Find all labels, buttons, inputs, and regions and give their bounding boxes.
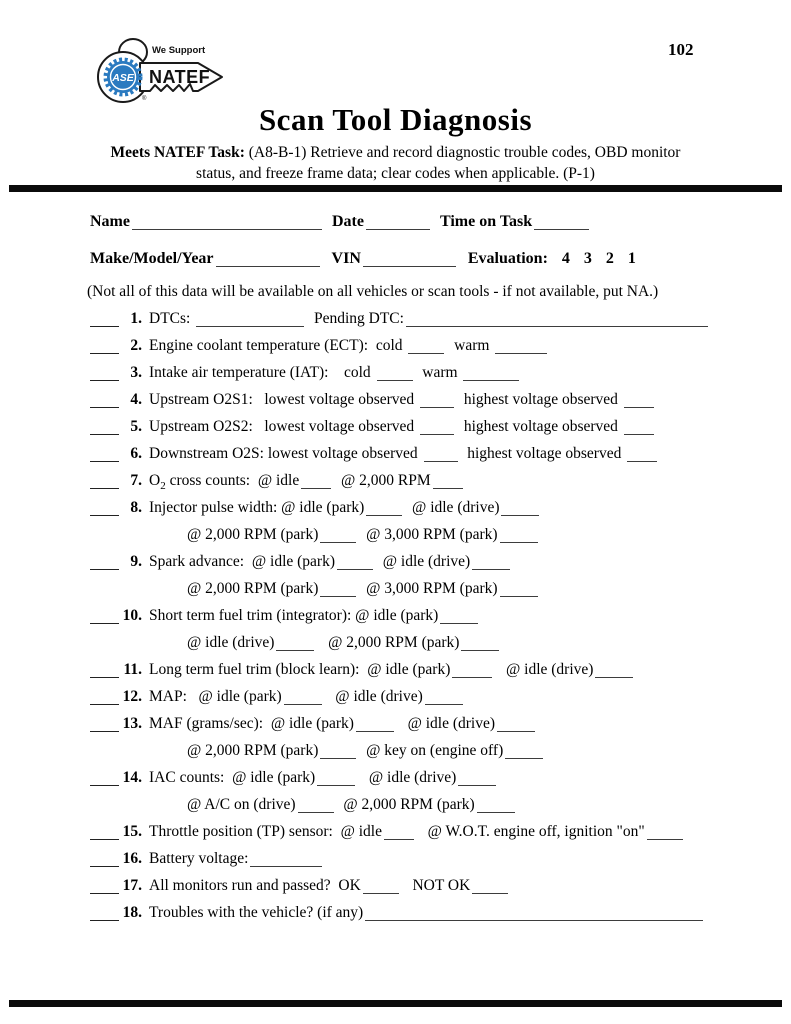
item-6: 6. Downstream O2S: lowest voltage observed highest voltage observed xyxy=(88,440,728,467)
task-line-1 xyxy=(0,142,791,163)
item-5: 5. Upstream O2S2: lowest voltage observed highest voltage observed xyxy=(88,413,728,440)
svg-text:ASE: ASE xyxy=(112,72,134,84)
item-18: 18. Troubles with the vehicle? (if any) xyxy=(88,899,728,926)
fill-in-blank[interactable] xyxy=(377,369,413,381)
fill-in-blank[interactable] xyxy=(477,801,515,813)
natef-text: NATEF xyxy=(149,67,211,87)
evaluation-option-2[interactable]: 2 xyxy=(605,250,614,267)
make-model-year-blank[interactable] xyxy=(216,255,320,267)
fill-in-blank[interactable] xyxy=(624,396,654,408)
fill-in-blank[interactable] xyxy=(420,423,454,435)
checklist xyxy=(88,305,728,926)
fill-in-blank[interactable] xyxy=(440,612,478,624)
score-blank[interactable] xyxy=(90,396,119,408)
fill-in-blank[interactable] xyxy=(301,477,331,489)
item-11: 11. Long term fuel trim (block learn): @ idle (park) @ idle (drive) xyxy=(88,656,728,683)
fill-in-blank[interactable] xyxy=(366,504,402,516)
item-8: 8. Injector pulse width: @ idle (park) @ idle (drive) xyxy=(88,494,728,521)
score-blank[interactable] xyxy=(90,342,119,354)
availability-note: (Not all of this data will be available on all vehicles or scan tools - if not available, put NA.) xyxy=(87,283,659,300)
natef-task-description xyxy=(0,142,791,184)
item-number: 14. xyxy=(122,769,142,786)
score-blank[interactable] xyxy=(90,315,119,327)
fill-in-blank[interactable] xyxy=(463,369,519,381)
evaluation-label: Evaluation: xyxy=(467,250,548,267)
fill-in-blank[interactable] xyxy=(320,585,356,597)
item-number: 4. xyxy=(130,391,142,408)
header-rule xyxy=(9,185,782,192)
score-blank[interactable] xyxy=(90,666,119,678)
fill-in-blank[interactable] xyxy=(595,666,633,678)
item-number: 12. xyxy=(122,688,142,705)
name-label: Name xyxy=(90,213,130,230)
score-blank[interactable] xyxy=(90,882,119,894)
fill-in-blank[interactable] xyxy=(337,558,373,570)
score-blank[interactable] xyxy=(90,855,119,867)
score-blank[interactable] xyxy=(90,558,119,570)
item-number: 7. xyxy=(130,472,142,489)
task-line-2: status, and freeze frame data; clear codes when applicable. (P-1) xyxy=(196,165,595,182)
item-9: 9. Spark advance: @ idle (park) @ idle (drive) xyxy=(88,548,728,575)
fill-in-blank[interactable] xyxy=(406,315,708,327)
fill-in-blank[interactable] xyxy=(433,477,463,489)
fill-in-blank[interactable] xyxy=(320,531,356,543)
evaluation-option-1[interactable]: 1 xyxy=(627,250,636,267)
item-number: 10. xyxy=(122,607,142,624)
fill-in-blank[interactable] xyxy=(472,558,510,570)
vin-label: VIN xyxy=(331,250,361,267)
fill-in-blank[interactable] xyxy=(452,666,492,678)
score-blank[interactable] xyxy=(90,828,119,840)
item-number: 5. xyxy=(130,418,142,435)
fill-in-blank[interactable] xyxy=(284,693,322,705)
item-number: 6. xyxy=(130,445,142,462)
date-label: Date xyxy=(331,213,364,230)
time-on-task-blank[interactable] xyxy=(534,218,589,230)
item-14-continuation: @ A/C on (drive) @ 2,000 RPM (park) xyxy=(88,791,728,818)
page-number: 102 xyxy=(668,40,694,59)
fill-in-blank[interactable] xyxy=(424,450,458,462)
fill-in-blank[interactable] xyxy=(500,531,538,543)
item-2: 2. Engine coolant temperature (ECT): cold warm xyxy=(88,332,728,359)
fill-in-blank[interactable] xyxy=(627,450,657,462)
item-13: 13. MAF (grams/sec): @ idle (park) @ idle (drive) xyxy=(88,710,728,737)
fill-in-blank[interactable] xyxy=(365,909,703,921)
score-blank[interactable] xyxy=(90,369,119,381)
item-8-continuation: @ 2,000 RPM (park) @ 3,000 RPM (park) xyxy=(88,521,728,548)
item-number: 1. xyxy=(130,310,142,327)
item-4: 4. Upstream O2S1: lowest voltage observed highest voltage observed xyxy=(88,386,728,413)
score-blank[interactable] xyxy=(90,693,119,705)
score-blank[interactable] xyxy=(90,612,119,624)
fill-in-blank[interactable] xyxy=(624,423,654,435)
fill-in-blank[interactable] xyxy=(500,585,538,597)
item-number: 8. xyxy=(130,499,142,516)
fill-in-blank[interactable] xyxy=(495,342,547,354)
item-14: 14. IAC counts: @ idle (park) @ idle (drive) xyxy=(88,764,728,791)
item-number: 9. xyxy=(130,553,142,570)
fill-in-blank[interactable] xyxy=(384,828,414,840)
item-number: 16. xyxy=(122,850,142,867)
score-blank[interactable] xyxy=(90,423,119,435)
item-1: 1. DTCs: Pending DTC: xyxy=(88,305,728,332)
item-12: 12. MAP: @ idle (park) @ idle (drive) xyxy=(88,683,728,710)
score-blank[interactable] xyxy=(90,720,119,732)
task-text-1: (A8-B-1) Retrieve and record diagnostic trouble codes, OBD monitor xyxy=(244,144,681,161)
fill-in-blank[interactable] xyxy=(298,801,334,813)
fill-in-blank[interactable] xyxy=(320,747,356,759)
fill-in-blank[interactable] xyxy=(196,315,304,327)
item-17: 17. All monitors run and passed? OK NOT OK xyxy=(88,872,728,899)
item-10: 10. Short term fuel trim (integrator): @ idle (park) xyxy=(88,602,728,629)
name-date-row xyxy=(90,213,591,231)
item-16: 16. Battery voltage: xyxy=(88,845,728,872)
task-label: Meets NATEF Task: xyxy=(110,144,245,161)
fill-in-blank[interactable] xyxy=(647,828,683,840)
name-blank[interactable] xyxy=(132,218,322,230)
subscript: 2 xyxy=(160,480,166,493)
score-blank[interactable] xyxy=(90,504,119,516)
item-10-continuation: @ idle (drive) @ 2,000 RPM (park) xyxy=(88,629,728,656)
score-blank[interactable] xyxy=(90,477,119,489)
item-number: 18. xyxy=(122,904,142,921)
fill-in-blank[interactable] xyxy=(317,774,355,786)
fill-in-blank[interactable] xyxy=(497,720,535,732)
evaluation-option-3[interactable]: 3 xyxy=(583,250,592,267)
score-blank[interactable] xyxy=(90,774,119,786)
fill-in-blank[interactable] xyxy=(505,747,543,759)
item-number: 11. xyxy=(123,661,142,678)
score-blank[interactable] xyxy=(90,450,119,462)
we-support-text: We Support xyxy=(152,45,206,56)
make-model-year-label: Make/Model/Year xyxy=(90,250,214,267)
fill-in-blank[interactable] xyxy=(276,639,314,651)
page-title: Scan Tool Diagnosis xyxy=(258,102,533,137)
date-blank[interactable] xyxy=(366,218,430,230)
natef-logo xyxy=(92,36,232,106)
fill-in-blank[interactable] xyxy=(461,639,499,651)
fill-in-blank[interactable] xyxy=(472,882,508,894)
fill-in-blank[interactable] xyxy=(425,693,463,705)
footer-rule xyxy=(9,1000,782,1007)
fill-in-blank[interactable] xyxy=(356,720,394,732)
evaluation-option-4[interactable]: 4 xyxy=(561,250,570,267)
item-number: 13. xyxy=(122,715,142,732)
ase-medallion xyxy=(106,60,141,95)
item-9-continuation: @ 2,000 RPM (park) @ 3,000 RPM (park) xyxy=(88,575,728,602)
vin-blank[interactable] xyxy=(363,255,456,267)
registered-mark: ® xyxy=(142,96,147,102)
vehicle-row xyxy=(90,250,636,268)
item-7: 7. $O_2$ cross counts: @ idle @ 2,000 RPM xyxy=(88,467,728,494)
natef-key-graphic xyxy=(92,36,232,106)
score-blank[interactable] xyxy=(90,909,119,921)
fill-in-blank[interactable] xyxy=(408,342,444,354)
fill-in-blank[interactable] xyxy=(420,396,454,408)
fill-in-blank[interactable] xyxy=(458,774,496,786)
item-3: 3. Intake air temperature (IAT): cold warm xyxy=(88,359,728,386)
item-number: 17. xyxy=(122,877,142,894)
item-number: 2. xyxy=(130,337,142,354)
fill-in-blank[interactable] xyxy=(363,882,399,894)
fill-in-blank[interactable] xyxy=(501,504,539,516)
time-on-task-label: Time on Task xyxy=(439,213,533,230)
item-13-continuation: @ 2,000 RPM (park) @ key on (engine off) xyxy=(88,737,728,764)
item-number: 15. xyxy=(122,823,142,840)
item-15: 15. Throttle position (TP) sensor: @ idle @ W.O.T. engine off, ignition "on" xyxy=(88,818,728,845)
item-number: 3. xyxy=(130,364,142,381)
fill-in-blank[interactable] xyxy=(250,855,322,867)
